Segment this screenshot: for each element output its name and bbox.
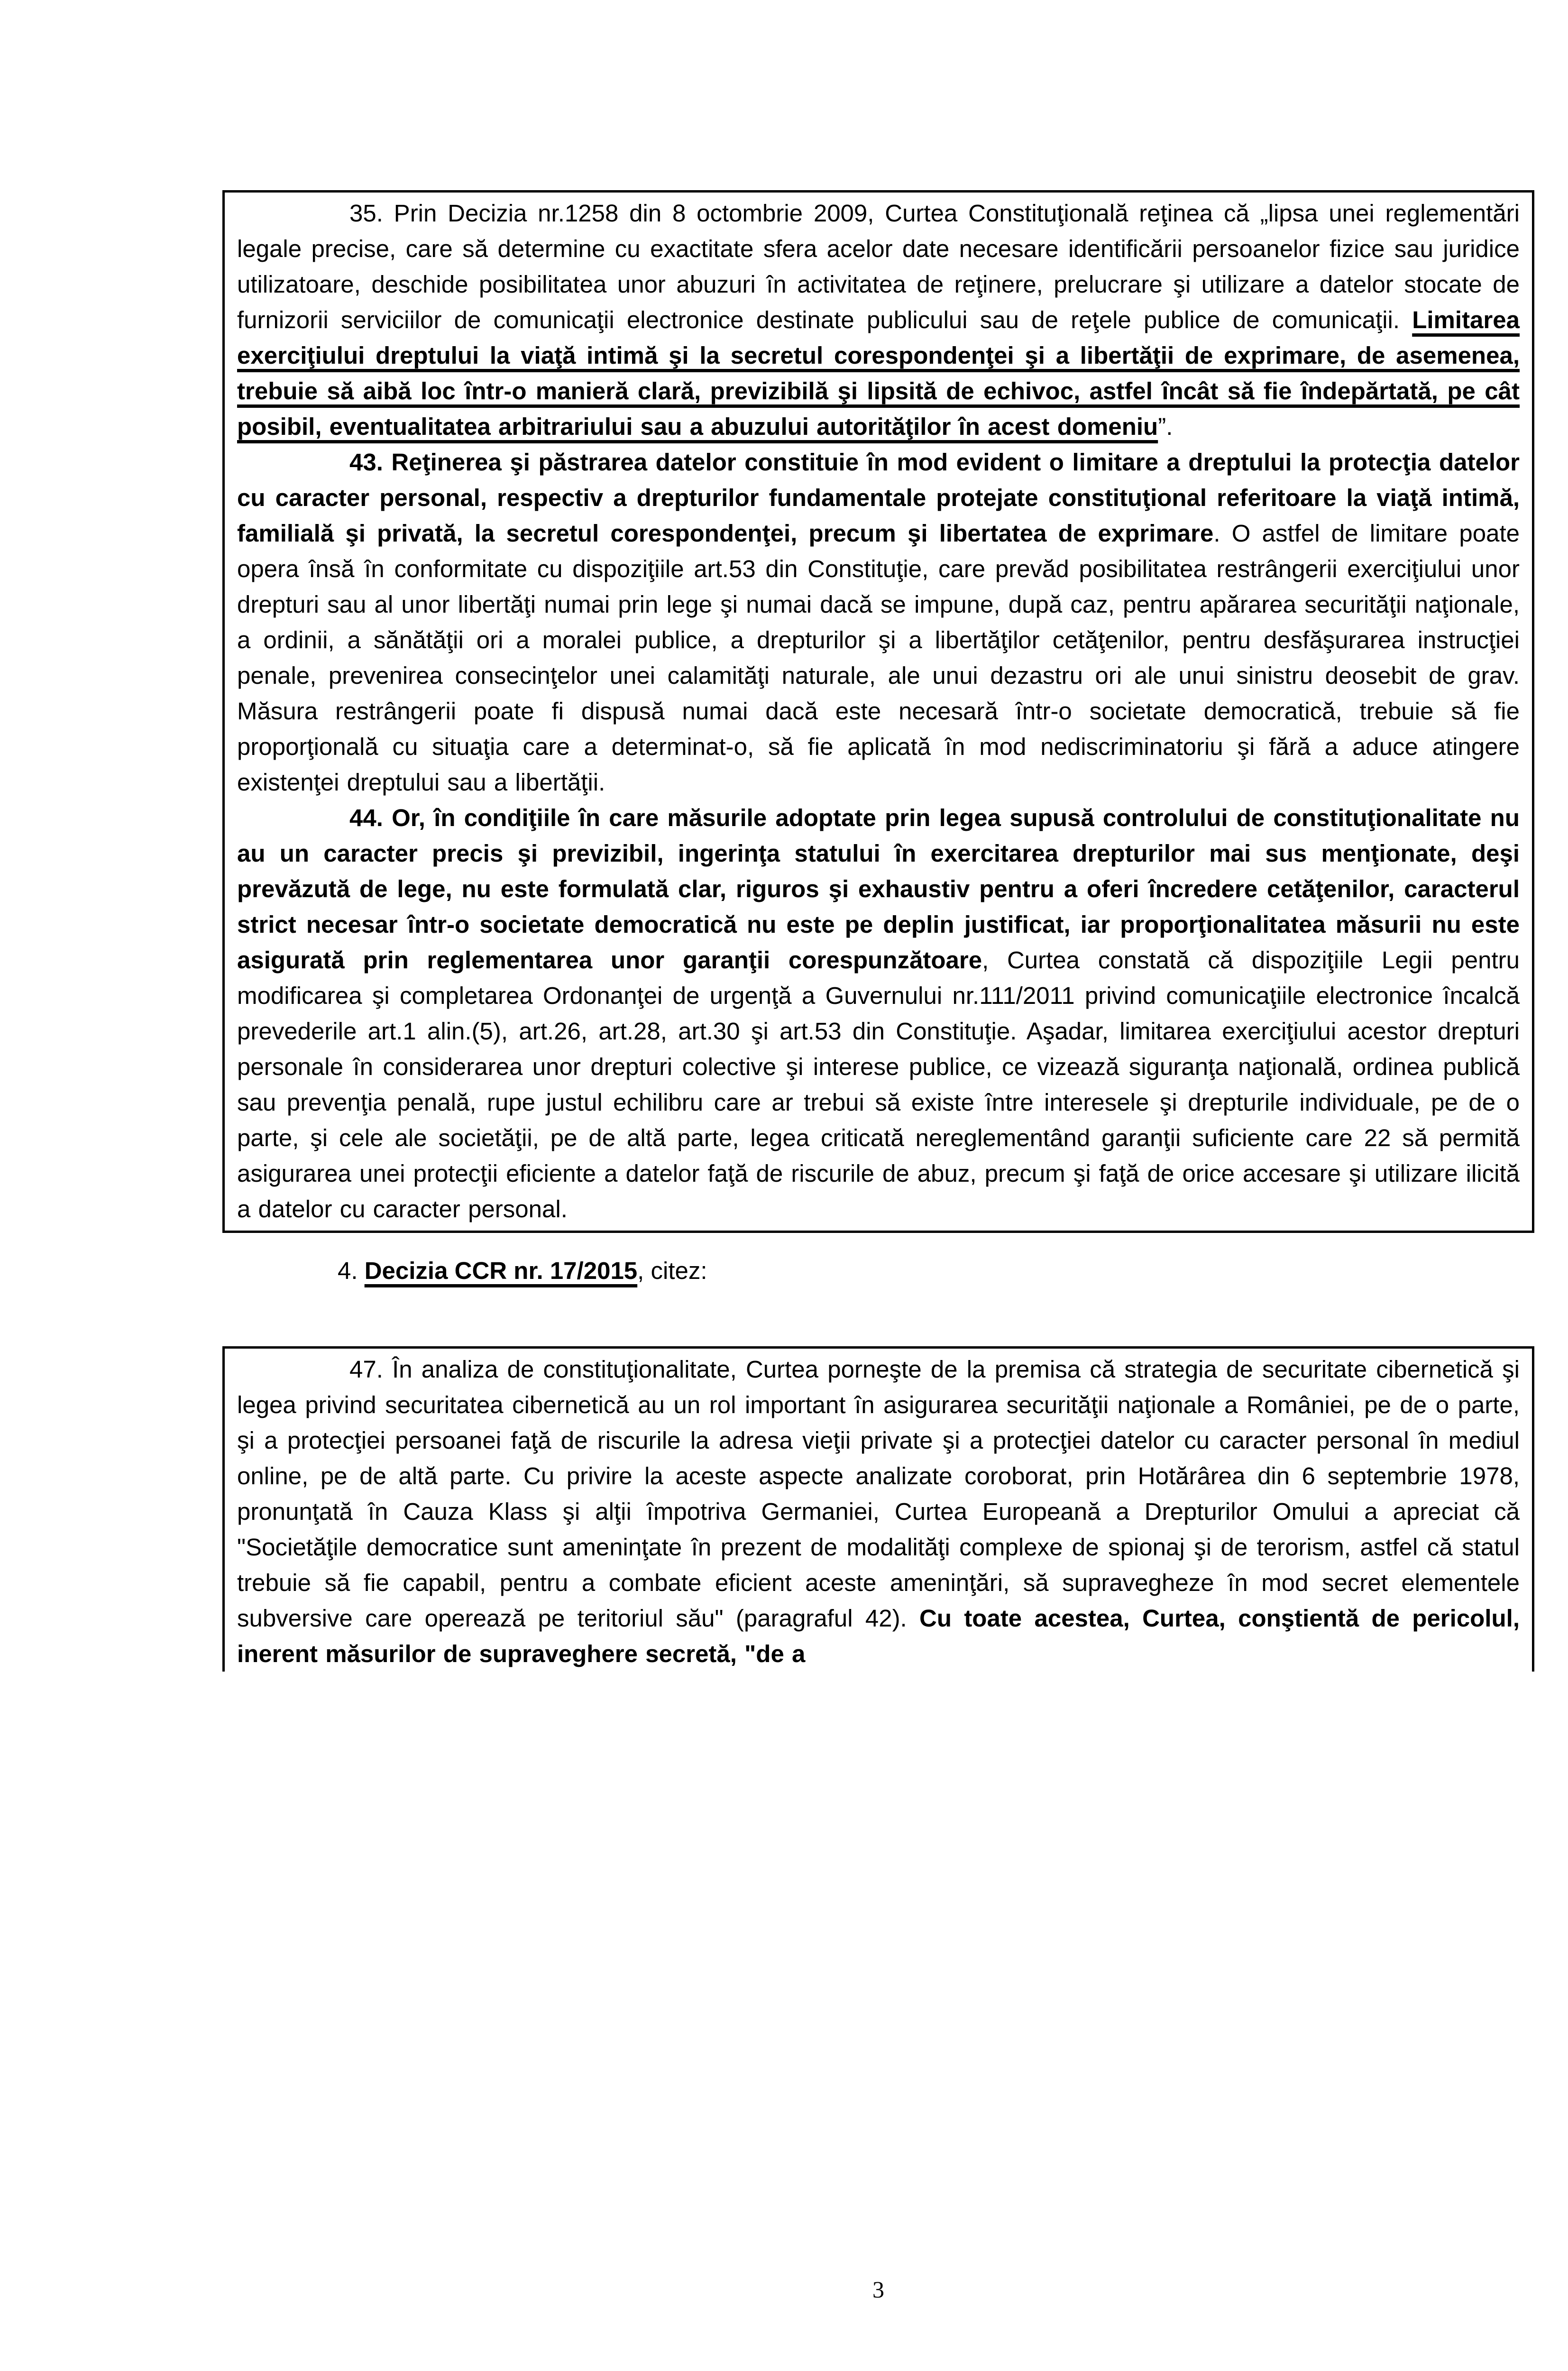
emphasized-text-run: Limitarea exerciţiului dreptului la viaţă intimă şi la secretul corespondenţei şi a libertăţii de exprimare, de asemenea, trebuie să aibă loc într-o manieră clară, previzibilă şi lipsită de echivoc, astfel încât să fie îndepărtată, pe cât posibil, eventualitatea arbitrariului sau a abuzului autorităţilor în acest domeniu bbox=[237, 306, 1520, 440]
quote-block-decizia-17-2015 bbox=[222, 1346, 1534, 1672]
paragraph bbox=[237, 1351, 1520, 1672]
text-run: , Curtea constată că dispoziţiile Legii pentru modificarea şi completarea Ordonanţei de urgenţă a Guvernului nr.111/2011 privind comunicaţiile electronice încalcă prevederile art.1 alin.(5), art.26, art.28, art.30 şi art.53 din Constituţie. Aşadar, limitarea exerciţiului acestor drepturi personale în considerarea unor drepturi colective şi interese publice, ce vizează siguranţa naţională, ordinea publică sau prevenţia penală, rupe justul echilibru care ar trebui să existe între interesele şi drepturile individuale, pe de o parte, şi cele ale societăţii, pe de altă parte, legea criticată nereglementând garanţii suficiente care 22 să permită asigurarea unei protecţii eficiente a datelor faţă de riscurile de abuz, precum şi faţă de orice accesare şi utilizare ilicită a datelor cu caracter personal. bbox=[237, 947, 1520, 1222]
heading-number: 4. bbox=[338, 1257, 365, 1284]
paragraph bbox=[237, 195, 1520, 444]
heading-suffix: , citez: bbox=[637, 1257, 707, 1284]
text-run: . O astfel de limitare poate opera însă în conformitate cu dispoziţiile art.53 din Constituţie, care prevăd posibilitatea restrângerii exerciţiului unor drepturi sau al unor libertăţi numai prin lege şi numai dacă se impune, după caz, pentru apărarea securităţii naţionale, a ordinii, a sănătăţii ori a moralei publice, a drepturilor şi a libertăţilor cetăţenilor, pentru desfăşurarea instrucţiei penale, prevenirea consecinţelor unei calamităţi naturale, ale unui dezastru ori ale unui sinistru deosebit de grav. Măsura restrângerii poate fi dispusă numai dacă este necesară într-o societate democratică, trebuie să fie proporţională cu situaţia care a determinat-o, să fie aplicată în mod nediscriminatoriu şi fără a aduce atingere existenţei dreptului sau a libertăţii. bbox=[237, 520, 1520, 796]
emphasized-text-run: Cu toate acestea, Curtea, conştientă de pericolul, inerent măsurilor de supraveghere secretă, "de a bbox=[237, 1605, 1520, 1667]
document-page bbox=[0, 190, 1568, 2371]
text-run: 35. Prin Decizia nr.1258 din 8 octombrie 2009, Curtea Constituţională reţinea că „lipsa unei reglementări legale precise, care să determine cu exactitate sfera acelor date necesare identificării persoanelor fizice sau juridice utilizatoare, deschide posibilitatea unor abuzuri în activitatea de reţinere, prelucrare şi utilizare a datelor stocate de furnizorii serviciilor de comunicaţii electronice destinate publicului sau de reţele publice de comunicaţii. bbox=[237, 200, 1520, 333]
quote-block-decizia-1258 bbox=[222, 190, 1534, 1233]
emphasized-text-run: 43. Reţinerea şi păstrarea datelor constituie în mod evident o limitare a dreptului la protecţia datelor cu caracter personal, respectiv a drepturilor fundamentale protejate constituţional referitoare la viaţă intimă, familială şi privată, la secretul corespondenţei, precum şi libertatea de exprimare bbox=[237, 449, 1520, 547]
section-heading bbox=[338, 1253, 1568, 1288]
paragraph bbox=[237, 444, 1520, 800]
text-run: 47. În analiza de constituţionalitate, Curtea porneşte de la premisa că strategia de securitate cibernetică şi legea privind securitatea cibernetică au un rol important în asigurarea securităţii naţionale a României, pe de o parte, şi a protecţiei persoanei faţă de riscurile la adresa vieţii private şi a protecţiei datelor cu caracter personal în mediul online, pe de altă parte. Cu privire la aceste aspecte analizate coroborat, prin Hotărârea din 6 septembrie 1978, pronunţată în Cauza Klass şi alţii împotriva Germaniei, Curtea Europeană a Drepturilor Omului a apreciat că "Societăţile democratice sunt ameninţate în prezent de modalităţi complexe de spionaj şi de terorism, astfel că statul trebuie să fie capabil, pentru a combate eficient aceste ameninţări, să supravegheze în mod secret elementele subversive care operează pe teritoriul său" (paragraful 42). bbox=[237, 1356, 1520, 1632]
page-number: 3 bbox=[872, 2276, 884, 2303]
decision-reference: Decizia CCR nr. 17/2015 bbox=[364, 1257, 638, 1284]
emphasized-text-run: 44. Or, în condiţiile în care măsurile adoptate prin legea supusă controlului de constituţionalitate nu au un caracter precis şi previzibil, ingerinţa statului în exercitarea drepturilor mai sus menţionate, deşi prevăzută de lege, nu este formulată clar, riguros şi exhaustiv pentru a oferi încredere cetăţenilor, caracterul strict necesar într-o societate democratică nu este pe deplin justificat, iar proporţionalitatea măsurii nu este asigurată prin reglementarea unor garanţii corespunzătoare bbox=[237, 804, 1520, 974]
text-run: ”. bbox=[1158, 413, 1173, 440]
paragraph bbox=[237, 800, 1520, 1227]
